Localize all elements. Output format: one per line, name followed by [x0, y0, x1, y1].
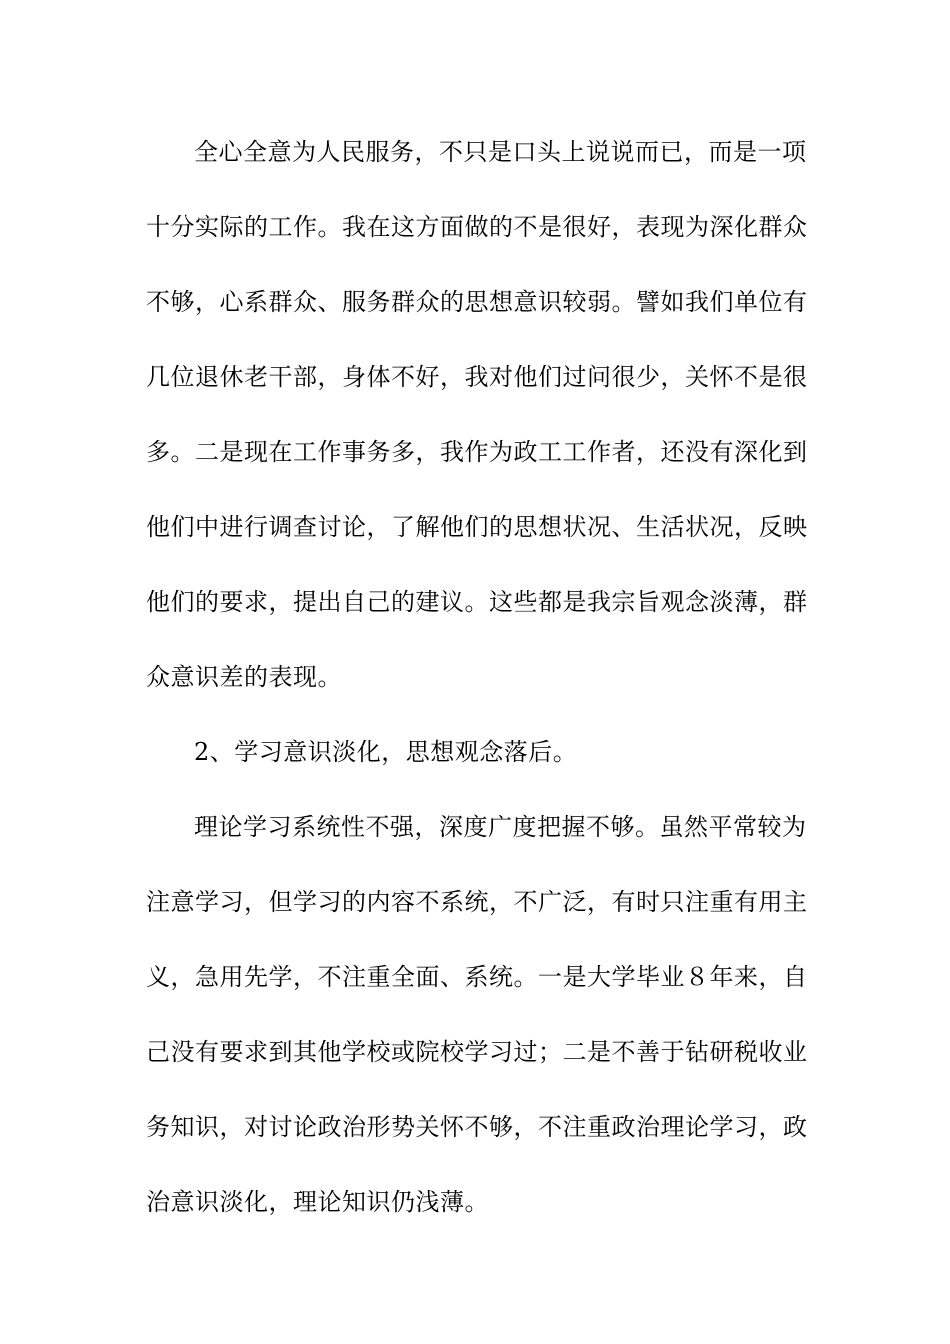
paragraph-2-line-1: 理论学习系统性不强，深度广度把握不够。虽然平常较为	[194, 813, 807, 841]
paragraph-2-line-5: 务知识，对讨论政治形势关怀不够，不注重政治理论学习，政	[146, 1113, 808, 1141]
paragraph-1-line-2: 十分实际的工作。我在这方面做的不是很好，表现为深化群众	[146, 213, 808, 241]
paragraph-1-line-4: 几位退休老干部，身体不好，我对他们过问很少，关怀不是很	[146, 363, 808, 391]
paragraph-1-line-1: 全心全意为人民服务，不只是口头上说说而已，而是一项	[194, 138, 807, 166]
paragraph-2-line-4: 己没有要求到其他学校或院校学习过；二是不善于钻研税收业	[146, 1038, 808, 1066]
paragraph-1-line-6: 他们中进行调查讨论，了解他们的思想状况、生活状况，反映	[146, 513, 808, 541]
paragraph-2-line-2: 注意学习，但学习的内容不系统，不广泛，有时只注重有用主	[146, 888, 808, 916]
paragraph-1-line-3: 不够，心系群众、服务群众的思想意识较弱。譬如我们单位有	[146, 288, 808, 316]
paragraph-2-line-3: 义，急用先学，不注重全面、系统。一是大学毕业８年来，自	[146, 963, 808, 991]
paragraph-1-line-7: 他们的要求，提出自己的建议。这些都是我宗旨观念淡薄，群	[146, 588, 808, 616]
section-heading-2: 2、学习意识淡化，思想观念落后。	[194, 738, 578, 766]
paragraph-1-line-8: 众意识差的表现。	[146, 663, 342, 691]
paragraph-1-line-5: 多。二是现在工作事务多，我作为政工工作者，还没有深化到	[146, 438, 808, 466]
paragraph-2-line-6: 治意识淡化，理论知识仍浅薄。	[146, 1188, 489, 1216]
